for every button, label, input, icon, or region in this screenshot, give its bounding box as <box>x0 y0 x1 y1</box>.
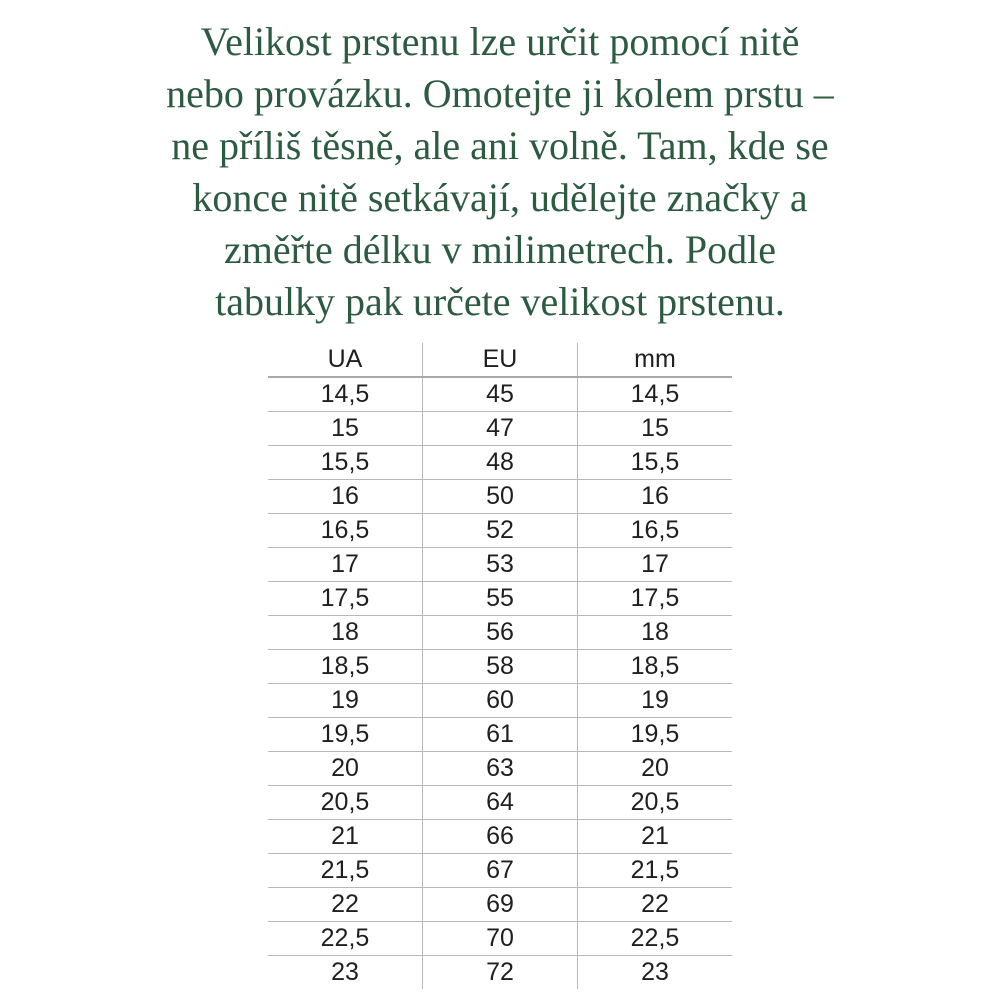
table-cell: 64 <box>423 786 578 820</box>
table-cell: 16 <box>268 480 423 514</box>
column-header-ua: UA <box>268 343 423 377</box>
table-cell: 45 <box>423 377 578 412</box>
table-row <box>268 412 732 446</box>
table-cell: 61 <box>423 718 578 752</box>
table-row <box>268 786 732 820</box>
table-cell: 19,5 <box>268 718 423 752</box>
table-cell: 16,5 <box>268 514 423 548</box>
table-row <box>268 956 732 990</box>
table-row <box>268 888 732 922</box>
intro-line: tabulky pak určete velikost prstenu. <box>215 279 785 324</box>
table-cell: 72 <box>423 956 578 990</box>
column-header-mm: mm <box>578 343 733 377</box>
table-cell: 15 <box>268 412 423 446</box>
table-row <box>268 752 732 786</box>
table-cell: 17,5 <box>268 582 423 616</box>
table-row <box>268 514 732 548</box>
table-cell: 69 <box>423 888 578 922</box>
table-cell: 66 <box>423 820 578 854</box>
table-cell: 58 <box>423 650 578 684</box>
size-table-body <box>268 377 732 989</box>
table-cell: 19 <box>578 684 733 718</box>
table-cell: 60 <box>423 684 578 718</box>
table-cell: 16,5 <box>578 514 733 548</box>
table-cell: 16 <box>578 480 733 514</box>
table-cell: 53 <box>423 548 578 582</box>
table-row <box>268 820 732 854</box>
table-row <box>268 922 732 956</box>
table-row <box>268 650 732 684</box>
table-row <box>268 582 732 616</box>
table-cell: 20 <box>578 752 733 786</box>
table-cell: 22,5 <box>268 922 423 956</box>
ring-size-table <box>268 343 732 989</box>
table-cell: 21 <box>268 820 423 854</box>
intro-line: konce nitě setkávají, udělejte značky a <box>192 175 808 220</box>
table-cell: 22,5 <box>578 922 733 956</box>
table-cell: 20 <box>268 752 423 786</box>
table-row <box>268 377 732 412</box>
table-cell: 22 <box>578 888 733 922</box>
table-cell: 47 <box>423 412 578 446</box>
table-cell: 50 <box>423 480 578 514</box>
table-cell: 23 <box>578 956 733 990</box>
table-header-row <box>268 343 732 377</box>
table-cell: 18 <box>578 616 733 650</box>
table-cell: 20,5 <box>268 786 423 820</box>
intro-text <box>0 16 1000 328</box>
table-cell: 67 <box>423 854 578 888</box>
table-cell: 20,5 <box>578 786 733 820</box>
table-cell: 14,5 <box>268 377 423 412</box>
table-cell: 21,5 <box>578 854 733 888</box>
table-cell: 56 <box>423 616 578 650</box>
table-row <box>268 616 732 650</box>
table-cell: 21 <box>578 820 733 854</box>
table-cell: 52 <box>423 514 578 548</box>
table-cell: 22 <box>268 888 423 922</box>
table-cell: 18,5 <box>268 650 423 684</box>
table-cell: 17 <box>268 548 423 582</box>
table-cell: 55 <box>423 582 578 616</box>
table-cell: 19,5 <box>578 718 733 752</box>
table-row <box>268 718 732 752</box>
table-row <box>268 854 732 888</box>
table-cell: 18,5 <box>578 650 733 684</box>
table-cell: 14,5 <box>578 377 733 412</box>
table-row <box>268 548 732 582</box>
intro-line: změřte délku v milimetrech. Podle <box>223 227 777 272</box>
table-cell: 15,5 <box>268 446 423 480</box>
table-cell: 23 <box>331 958 359 986</box>
table-cell: 63 <box>423 752 578 786</box>
table-row <box>268 480 732 514</box>
table-cell: 18 <box>268 616 423 650</box>
table-cell: 21,5 <box>268 854 423 888</box>
table-cell: 15 <box>578 412 733 446</box>
table-cell: 70 <box>423 922 578 956</box>
table-row <box>268 684 732 718</box>
intro-line: ne příliš těsně, ale ani volně. Tam, kde se <box>171 123 829 168</box>
table-cell: 15,5 <box>578 446 733 480</box>
intro-line: nebo provázku. Omotejte ji kolem prstu – <box>166 71 834 116</box>
intro-line: Velikost prstenu lze určit pomocí nitě <box>200 19 800 64</box>
table-cell: 17 <box>578 548 733 582</box>
table-row <box>268 446 732 480</box>
column-header-eu: EU <box>423 343 578 377</box>
table-cell: 48 <box>423 446 578 480</box>
table-cell: 17,5 <box>578 582 733 616</box>
table-cell: 19 <box>268 684 423 718</box>
